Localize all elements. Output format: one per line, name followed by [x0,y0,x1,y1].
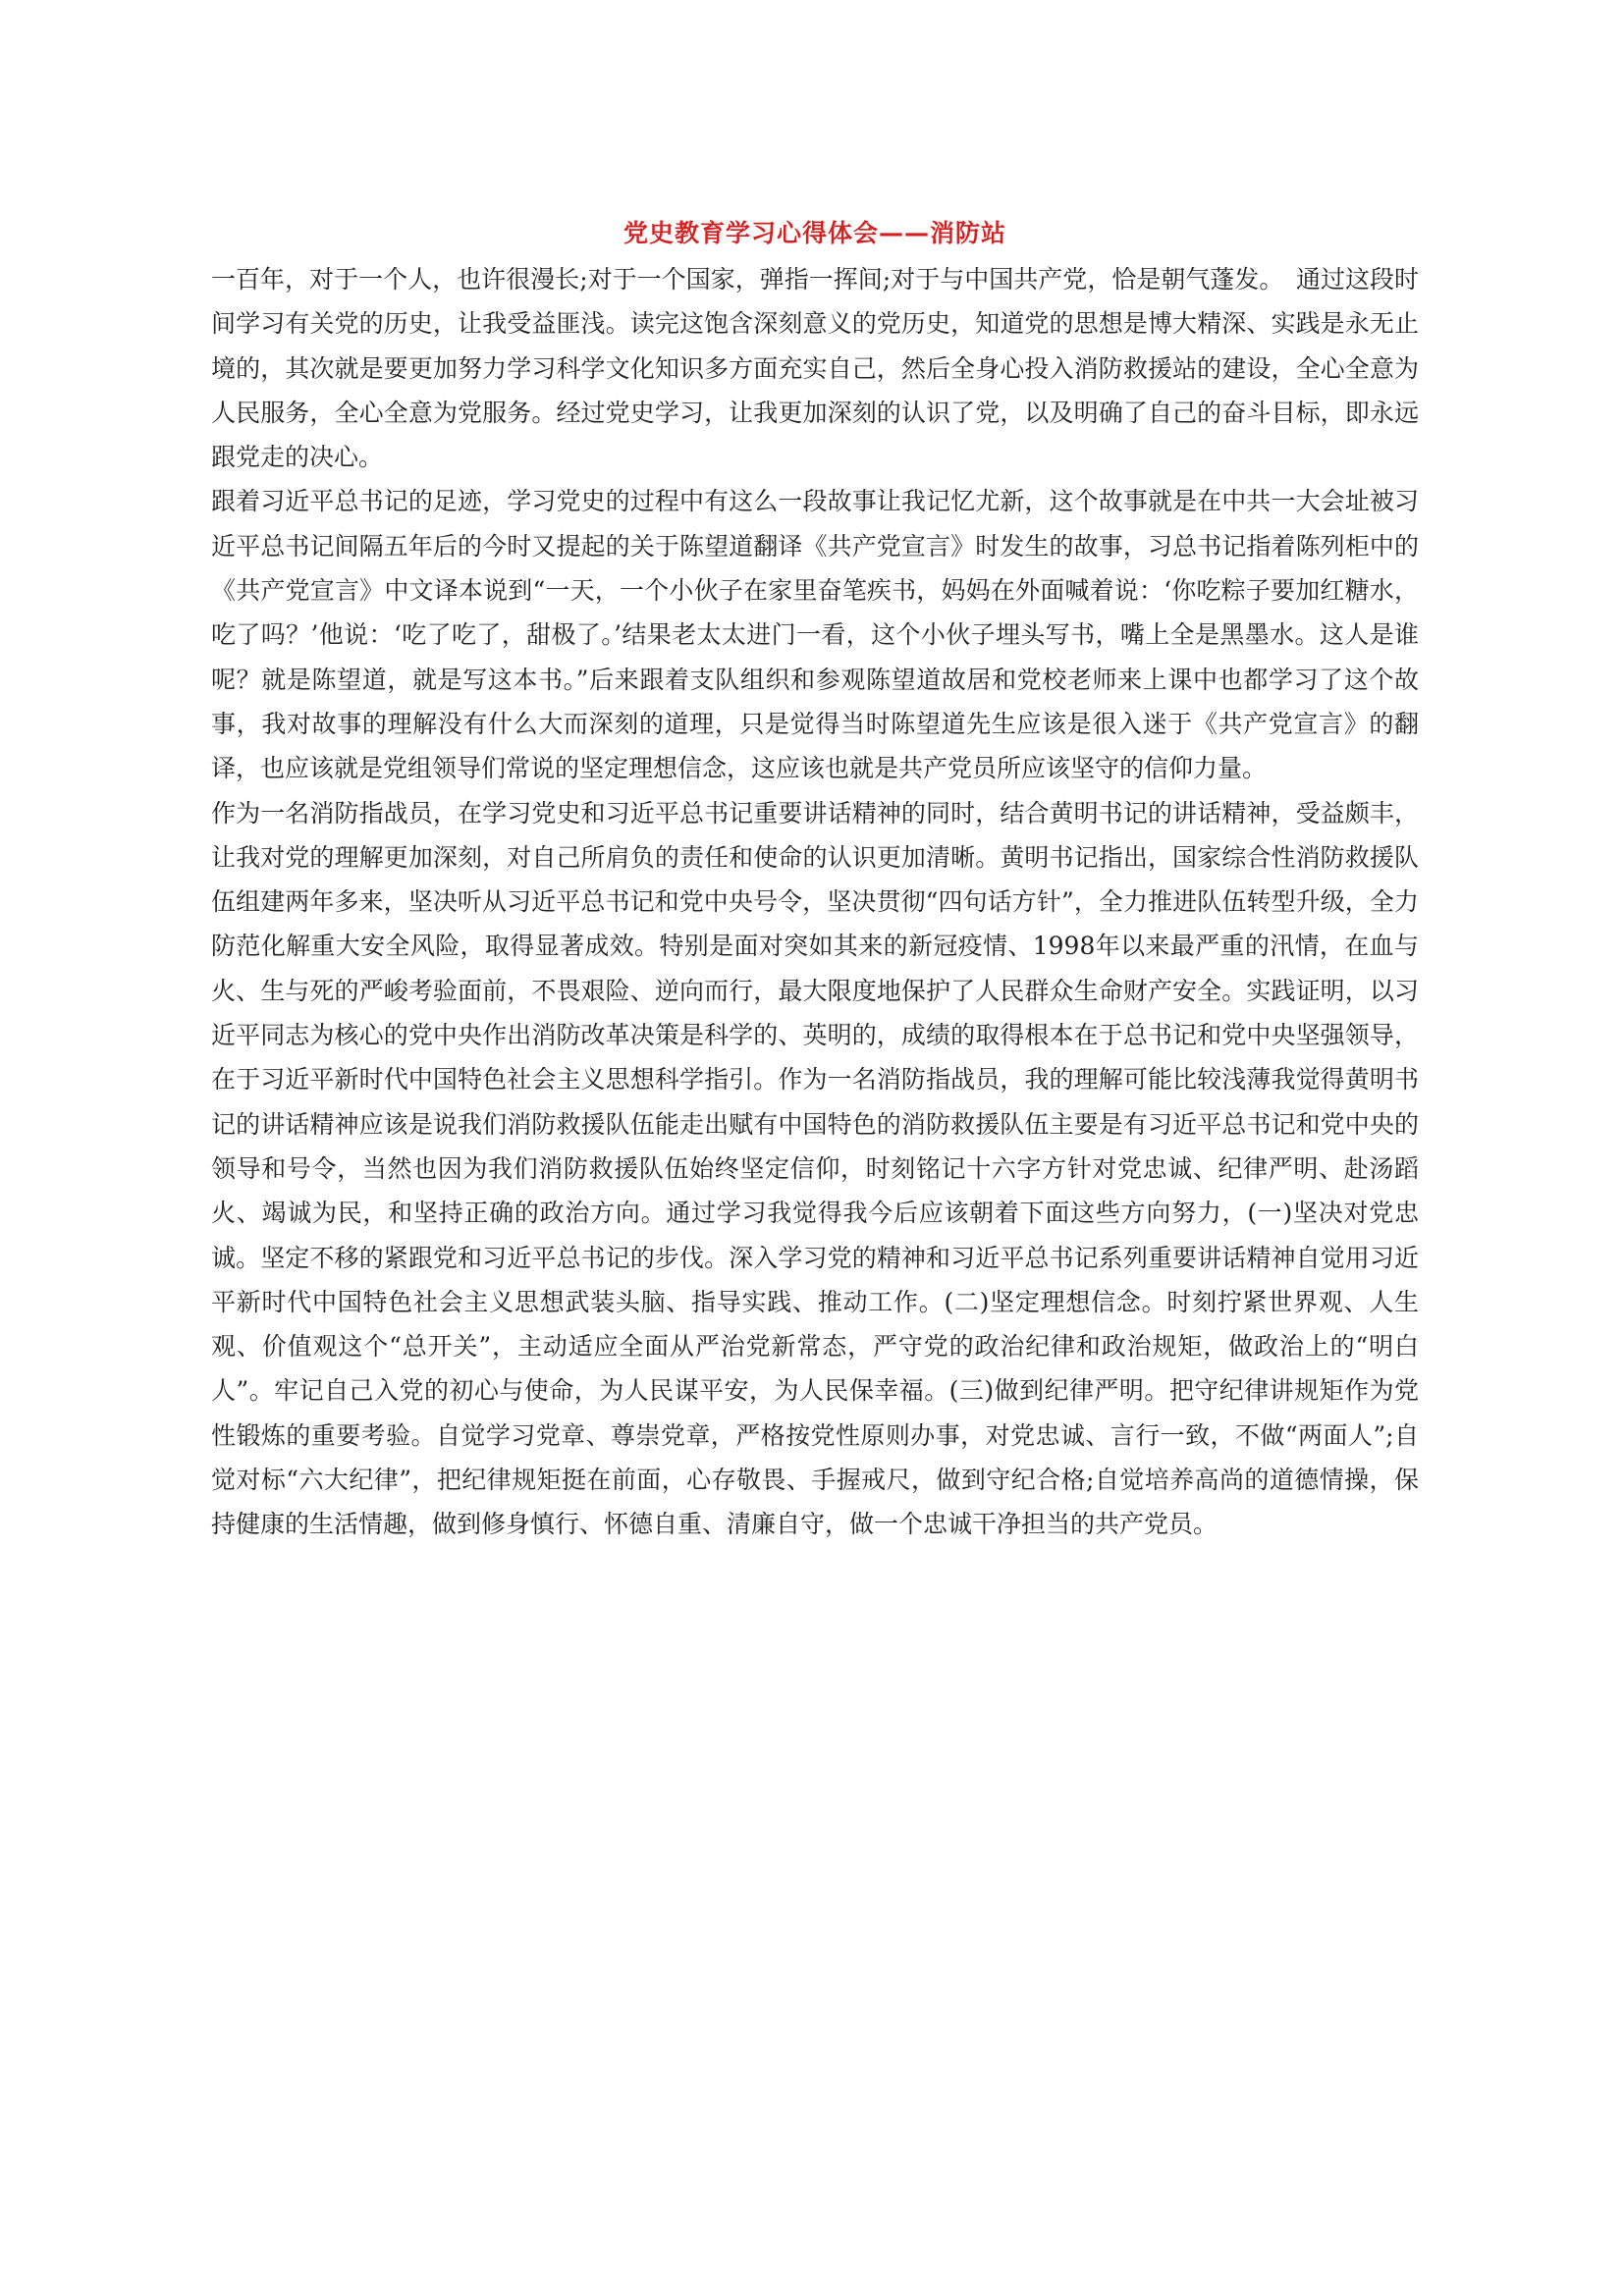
document-title: 党史教育学习心得体会——消防站 [623,219,1006,247]
document-body [211,257,1419,1547]
paragraph-reflection: 作为一名消防指战员，在学习党史和习近平总书记重要讲话精神的同时，结合黄明书记的讲话精神，受益颇丰，让我对党的理解更加深刻，对自己所肩负的责任和使命的认识更加清晰。黄明书记指出，国家综合性消防救援队伍组建两年多来，坚决听从习近平总书记和党中央号令，坚决贯彻“四句话方针”，全力推进队伍转型升级，全力防范化解重大安全风险，取得显著成效。特别是面对突如其来的新冠疫情、1998年以来最严重的汛情，在血与火、生与死的严峻考验面前，不畏艰险、逆向而行，最大限度地保护了人民群众生命财产安全。实践证明，以习近平同志为核心的党中央作出消防改革决策是科学的、英明的，成绩的取得根本在于总书记和党中央坚强领导，在于习近平新时代中国特色社会主义思想科学指引。作为一名消防指战员，我的理解可能比较浅薄我觉得黄明书记的讲话精神应该是说我们消防救援队伍能走出赋有中国特色的消防救援队伍主要是有习近平总书记和党中央的领导和号令，当然也因为我们消防救援队伍始终坚定信仰，时刻铭记十六字方针对党忠诚、纪律严明、赴汤蹈火、竭诚为民，和坚持正确的政治方向。通过学习我觉得我今后应该朝着下面这些方向努力，(一)坚决对党忠诚。坚定不移的紧跟党和习近平总书记的步伐。深入学习党的精神和习近平总书记系列重要讲话精神自觉用习近平新时代中国特色社会主义思想武装头脑、指导实践、推动工作。(二)坚定理想信念。时刻拧紧世界观、人生观、价值观这个“总开关”，主动适应全面从严治党新常态，严守党的政治纪律和政治规矩，做政治上的“明白人”。牢记自己入党的初心与使命，为人民谋平安，为人民保幸福。(三)做到纪律严明。把守纪律讲规矩作为党性锻炼的重要考验。自觉学习党章、尊崇党章，严格按党性原则办事，对党忠诚、言行一致，不做“两面人”;自觉对标“六大纪律”，把纪律规矩挺在前面，心存敬畏、手握戒尺，做到守纪合格;自觉培养高尚的道德情操，保持健康的生活情趣，做到修身慎行、怀德自重、清廉自守，做一个忠诚干净担当的共产党员。 [211,798,1419,1539]
paragraph-story: 跟着习近平总书记的足迹，学习党史的过程中有这么一段故事让我记忆尤新，这个故事就是在中共一大会址被习近平总书记间隔五年后的今时又提起的关于陈望道翻译《共产党宣言》时发生的故事，习总书记指着陈列柜中的《共产党宣言》中文译本说到“一天，一个小伙子在家里奋笔疾书，妈妈在外面喊着说：‘你吃粽子要加红糖水，吃了吗？’他说：‘吃了吃了，甜极了。’结果老太太进门一看，这个小伙子埋头写书，嘴上全是黑墨水。这人是谁呢？就是陈望道，就是写这本书。”后来跟着支队组织和参观陈望道故居和党校老师来上课中也都学习了这个故事，我对故事的理解没有什么大而深刻的道理，只是觉得当时陈望道先生应该是很入迷于《共产党宣言》的翻译，也应该就是党组领导们常说的坚定理想信念，这应该也就是共产党员所应该坚守的信仰力量。 [211,487,1419,783]
paragraph-intro: 一百年，对于一个人，也许很漫长;对于一个国家，弹指一挥间;对于与中国共产党，恰是朝气蓬发。 通过这段时间学习有关党的历史，让我受益匪浅。读完这饱含深刻意义的党历史，知道党的思想是博大精深、实践是永无止境的，其次就是要更加努力学习科学文化知识多方面充实自己，然后全身心投入消防救援站的建设，全心全意为人民服务，全心全意为党服务。经过党史学习，让我更加深刻的认识了党，以及明确了自己的奋斗目标，即永远跟党走的决心。 [211,265,1419,472]
